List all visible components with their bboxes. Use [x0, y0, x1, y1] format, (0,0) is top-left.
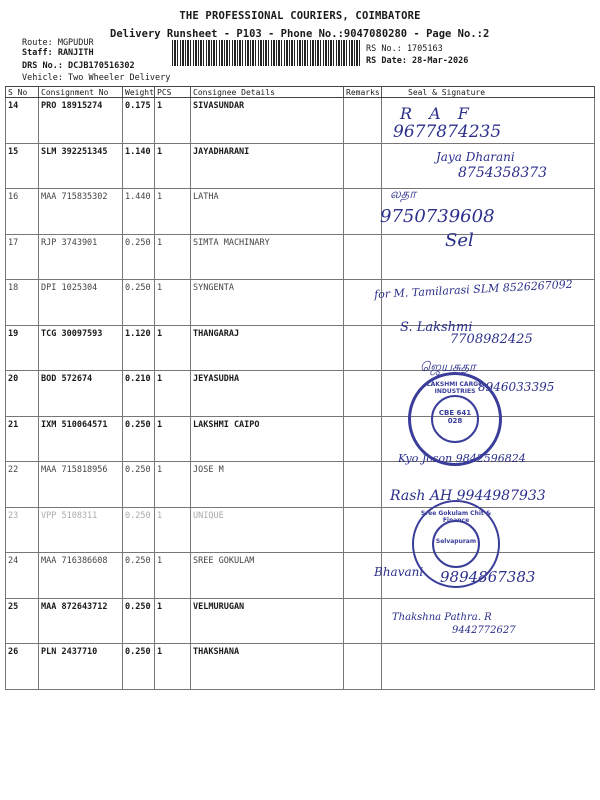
row-signature — [382, 644, 595, 690]
drs-barcode — [172, 40, 360, 66]
table-row — [6, 644, 595, 690]
row-consignee: SREE GOKULAM — [191, 553, 344, 599]
col-consignment: Consignment No — [39, 87, 123, 98]
row-consignee: SIVASUNDAR — [191, 98, 344, 144]
company-title: THE PROFESSIONAL COURIERS, COIMBATORE — [179, 10, 421, 22]
row-remarks — [344, 644, 382, 690]
row-weight: 0.175 — [123, 98, 155, 144]
row-consignee: SYNGENTA — [191, 280, 344, 326]
row-sno: 25 — [6, 598, 39, 644]
row-consignment: BOD 572674 — [39, 371, 123, 417]
row-sno: 22 — [6, 462, 39, 508]
row-consignee: THAKSHANA — [191, 644, 344, 690]
row-sno: 21 — [6, 416, 39, 462]
signature-18-text: for M. Tamilarasi SLM 8526267092 — [373, 277, 574, 302]
row-weight: 0.250 — [123, 462, 155, 508]
table-row — [6, 234, 595, 280]
row-pcs: 1 — [155, 234, 191, 280]
signature-16-name: லதா — [390, 187, 417, 202]
signature-25-phone: 9894867383 — [440, 568, 536, 586]
row-sno: 19 — [6, 325, 39, 371]
row-pcs: 1 — [155, 462, 191, 508]
row-sno: 17 — [6, 234, 39, 280]
row-consignment: MAA 872643712 — [39, 598, 123, 644]
signature-19-name: S. Lakshmi — [400, 320, 473, 335]
row-remarks — [344, 143, 382, 189]
signature-20-phone: 8946033395 — [478, 380, 555, 394]
col-consignee: Consignee Details — [191, 87, 344, 98]
row-remarks — [344, 371, 382, 417]
col-sno: S No — [6, 87, 39, 98]
row-consignment: VPP 5108311 — [39, 507, 123, 553]
row-sno: 18 — [6, 280, 39, 326]
row-pcs: 1 — [155, 325, 191, 371]
signature-26-phone: 9442772627 — [452, 625, 516, 636]
row-weight: 0.250 — [123, 280, 155, 326]
row-sno: 26 — [6, 644, 39, 690]
row-consignee: JEYASUDHA — [191, 371, 344, 417]
rs-date: RS Date: 28-Mar-2026 — [366, 56, 469, 66]
row-consignee: LATHA — [191, 189, 344, 235]
row-pcs: 1 — [155, 553, 191, 599]
drs-label: DRS No.: DCJB170516302 — [22, 61, 135, 71]
signature-14-name: R A F — [400, 104, 475, 123]
row-signature — [382, 234, 595, 280]
row-weight: 0.250 — [123, 598, 155, 644]
col-weight: Weight — [123, 87, 155, 98]
row-weight: 0.250 — [123, 644, 155, 690]
row-weight: 0.250 — [123, 507, 155, 553]
row-consignee: LAKSHMI CAIPO — [191, 416, 344, 462]
row-weight: 1.120 — [123, 325, 155, 371]
col-signature: Seal & Signature — [382, 87, 595, 98]
row-consignment: SLM 392251345 — [39, 143, 123, 189]
signature-25-name: Bhavani — [374, 565, 424, 579]
signature-15-name: Jaya Dharani — [436, 150, 515, 164]
row-sno: 15 — [6, 143, 39, 189]
row-consignee: UNIQUE — [191, 507, 344, 553]
table-row — [6, 189, 595, 235]
row-remarks — [344, 280, 382, 326]
row-consignment: PLN 2437710 — [39, 644, 123, 690]
row-consignee: JAYADHARANI — [191, 143, 344, 189]
row-weight: 0.250 — [123, 553, 155, 599]
route-label: Route: MGPUDUR — [22, 38, 94, 48]
table-row — [6, 507, 595, 553]
signature-26-name: Thakshna Pathra. R — [392, 612, 492, 623]
signature-17-name: Sel — [445, 230, 474, 251]
row-pcs: 1 — [155, 598, 191, 644]
row-consignment: MAA 715835302 — [39, 189, 123, 235]
row-weight: 1.440 — [123, 189, 155, 235]
row-consignment: DPI 1025304 — [39, 280, 123, 326]
row-sno: 20 — [6, 371, 39, 417]
table-row — [6, 98, 595, 144]
row-consignment: TCG 30097593 — [39, 325, 123, 371]
signature-22-text: Kyo Joson 9842596824 — [398, 452, 526, 465]
row-consignee: SIMTA MACHINARY — [191, 234, 344, 280]
row-pcs: 1 — [155, 644, 191, 690]
row-sno: 24 — [6, 553, 39, 599]
row-consignee: JOSE M — [191, 462, 344, 508]
row-pcs: 1 — [155, 371, 191, 417]
col-remarks: Remarks — [344, 87, 382, 98]
row-weight: 0.250 — [123, 416, 155, 462]
row-pcs: 1 — [155, 189, 191, 235]
sree-gokulam-stamp: Sree Gokulam Chit & Finance Selvapuram — [412, 500, 500, 588]
row-consignment: MAA 715818956 — [39, 462, 123, 508]
col-pcs: PCS — [155, 87, 191, 98]
row-remarks — [344, 416, 382, 462]
row-pcs: 1 — [155, 98, 191, 144]
row-remarks — [344, 325, 382, 371]
signature-20-name: ஜெயசுதா — [420, 360, 476, 375]
row-consignment: IXM 510064571 — [39, 416, 123, 462]
signature-23-text: Rash AH 9944987933 — [390, 488, 546, 504]
row-remarks — [344, 189, 382, 235]
row-consignee: THANGARAJ — [191, 325, 344, 371]
row-pcs: 1 — [155, 507, 191, 553]
signature-14-phone: 9677874235 — [393, 122, 502, 142]
table-row — [6, 598, 595, 644]
row-remarks — [344, 462, 382, 508]
row-sno: 23 — [6, 507, 39, 553]
vehicle-label: Vehicle: Two Wheeler Delivery — [22, 73, 171, 83]
signature-19-phone: 7708982425 — [450, 332, 533, 347]
signature-16-phone: 9750739608 — [380, 206, 495, 227]
runsheet-subtitle: Delivery Runsheet - P103 - Phone No.:9047080280 - Page No.:2 — [110, 28, 490, 40]
row-weight: 1.140 — [123, 143, 155, 189]
row-pcs: 1 — [155, 416, 191, 462]
row-pcs: 1 — [155, 280, 191, 326]
rs-number: RS No.: 1705163 — [366, 44, 443, 54]
row-sno: 16 — [6, 189, 39, 235]
row-sno: 14 — [6, 98, 39, 144]
staff-label: Staff: RANJITH — [22, 48, 94, 58]
row-consignment: MAA 716386608 — [39, 553, 123, 599]
row-consignment: PRO 18915274 — [39, 98, 123, 144]
table-header — [6, 87, 595, 98]
row-remarks — [344, 98, 382, 144]
row-consignee: VELMURUGAN — [191, 598, 344, 644]
row-weight: 0.250 — [123, 234, 155, 280]
signature-15-phone: 8754358373 — [458, 165, 548, 181]
row-consignment: RJP 3743901 — [39, 234, 123, 280]
row-weight: 0.210 — [123, 371, 155, 417]
row-pcs: 1 — [155, 143, 191, 189]
row-remarks — [344, 234, 382, 280]
row-remarks — [344, 507, 382, 553]
row-remarks — [344, 598, 382, 644]
lakshmi-cargo-stamp: LAKSHMI CARGO INDUSTRIES CBE 641 028 — [408, 372, 502, 466]
